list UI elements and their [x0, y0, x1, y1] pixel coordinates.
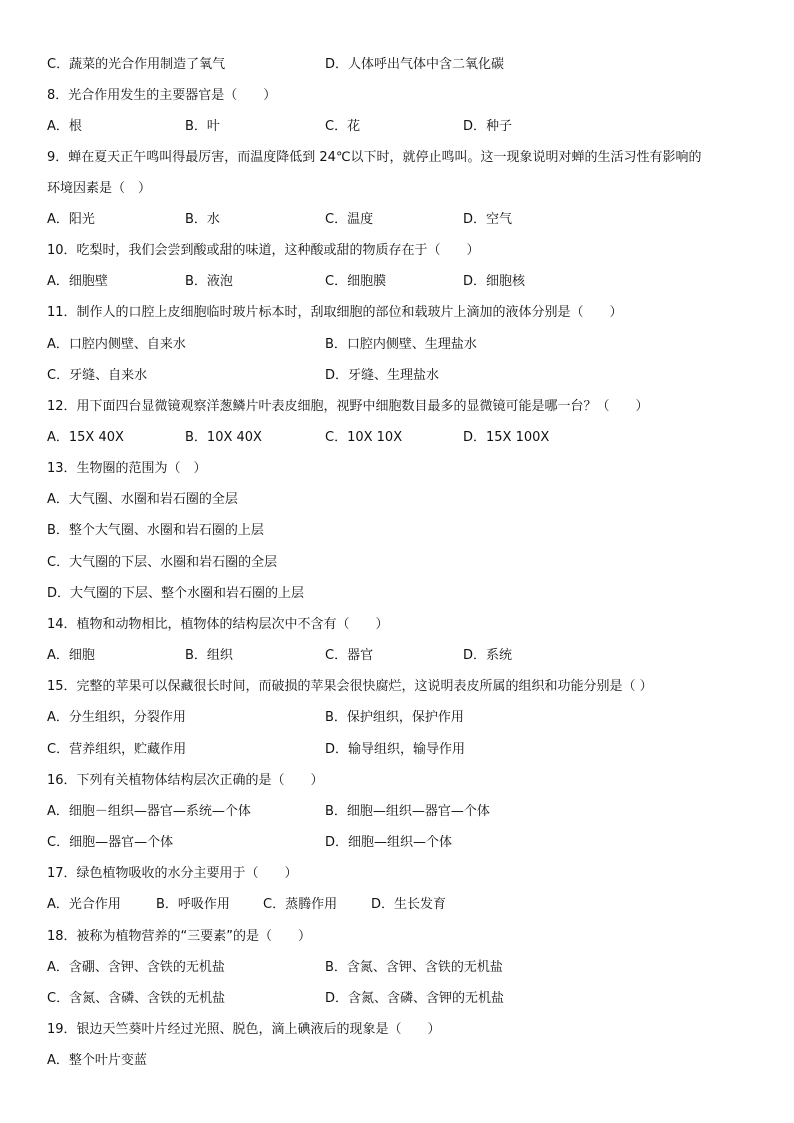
question-line: C．大气圈的下层、水圈和岩石圈的全层: [47, 555, 278, 570]
answer-option: D．种子: [463, 119, 513, 134]
question-line: 19．银边天竺葵叶片经过光照、脱色，滴上碘液后的现象是（ ）: [47, 1022, 441, 1037]
answer-option: B．组织: [185, 648, 233, 663]
answer-option: C．细胞—器官—个体: [47, 835, 174, 850]
answer-option: A．根: [47, 119, 82, 134]
answer-option: C．牙缝、自来水: [47, 368, 148, 383]
question-line: 8．光合作用发生的主要器官是（ ）: [47, 88, 277, 103]
answer-option: A．细胞壁: [47, 274, 108, 289]
answer-option: D．人体呼出气体中含二氧化碳: [325, 57, 505, 72]
answer-option: C．10X 10X: [325, 430, 403, 445]
question-line: 16．下列有关植物体结构层次正确的是（ ）: [47, 773, 324, 788]
answer-option: A．细胞: [47, 648, 95, 663]
answer-option: D．空气: [463, 212, 513, 227]
question-line: 12．用下面四台显微镜观察洋葱鳞片叶表皮细胞，视野中细胞数目最多的显微镜可能是哪一台？（ ）: [47, 399, 649, 414]
question-line: 环境因素是（ ）: [47, 181, 152, 196]
answer-option: C．营养组织，贮藏作用: [47, 742, 187, 757]
answer-option: D．15X 100X: [463, 430, 550, 445]
answer-option: C．蒸腾作用: [263, 897, 338, 912]
question-line: 9．蝉在夏天正午鸣叫得最厉害，而温度降低到 24℃以下时，就停止鸣叫。这一现象说明对蝉的生活习性有影响的: [47, 150, 702, 165]
answer-option: D．系统: [463, 648, 513, 663]
answer-option: D．输导组织，输导作用: [325, 742, 466, 757]
answer-option: B．保护组织，保护作用: [325, 710, 464, 725]
answer-option: B．10X 40X: [185, 430, 262, 445]
answer-option: D．细胞核: [463, 274, 526, 289]
answer-option: A．光合作用: [47, 897, 121, 912]
answer-option: B．口腔内侧壁、生理盐水: [325, 337, 477, 352]
answer-option: C．温度: [325, 212, 374, 227]
question-line: A．大气圈、水圈和岩石圈的全层: [47, 492, 238, 507]
question-line: 11．制作人的口腔上皮细胞临时玻片标本时，刮取细胞的部位和载玻片上滴加的液体分别是（ ）: [47, 305, 623, 320]
answer-option: C．含氮、含磷、含铁的无机盐: [47, 991, 226, 1006]
answer-option: A．阳光: [47, 212, 95, 227]
answer-option: D．细胞—组织—个体: [325, 835, 453, 850]
question-line: D．大气圈的下层、整个水圈和岩石圈的上层: [47, 586, 305, 601]
answer-option: A．15X 40X: [47, 430, 124, 445]
answer-option: C．器官: [325, 648, 374, 663]
answer-option: D．生长发育: [371, 897, 447, 912]
answer-option: A．含硼、含钾、含铁的无机盐: [47, 960, 225, 975]
answer-option: D．牙缝、生理盐水: [325, 368, 440, 383]
answer-option: B．叶: [185, 119, 220, 134]
answer-option: B．呼吸作用: [156, 897, 230, 912]
question-line: 18．被称为植物营养的“三要素”的是（ ）: [47, 929, 312, 944]
answer-option: B．液泡: [185, 274, 233, 289]
answer-option: B．细胞—组织—器官—个体: [325, 804, 490, 819]
answer-option: B．含氮、含钾、含铁的无机盐: [325, 960, 503, 975]
question-line: 14．植物和动物相比，植物体的结构层次中不含有（ ）: [47, 617, 389, 632]
question-line: 13．生物圈的范围为（ ）: [47, 461, 207, 476]
answer-option: C．花: [325, 119, 361, 134]
answer-option: C．蔬菜的光合作用制造了氧气: [47, 57, 226, 72]
answer-option: A．分生组织，分裂作用: [47, 710, 186, 725]
question-line: 10．吃梨时，我们会尝到酸或甜的味道，这种酸或甜的物质存在于（ ）: [47, 243, 480, 258]
question-line: A．整个叶片变蓝: [47, 1053, 147, 1068]
answer-option: A．细胞－组织—器官—系统—个体: [47, 804, 251, 819]
answer-option: B．水: [185, 212, 220, 227]
question-line: 17．绿色植物吸收的水分主要用于（ ）: [47, 866, 298, 881]
question-line: B．整个大气圈、水圈和岩石圈的上层: [47, 523, 264, 538]
answer-option: D．含氮、含磷、含钾的无机盐: [325, 991, 505, 1006]
question-line: 15．完整的苹果可以保藏很长时间，而破损的苹果会很快腐烂，这说明表皮所属的组织和功能分别是（ ）: [47, 679, 653, 694]
answer-option: C．细胞膜: [325, 274, 387, 289]
answer-option: A．口腔内侧壁、自来水: [47, 337, 186, 352]
